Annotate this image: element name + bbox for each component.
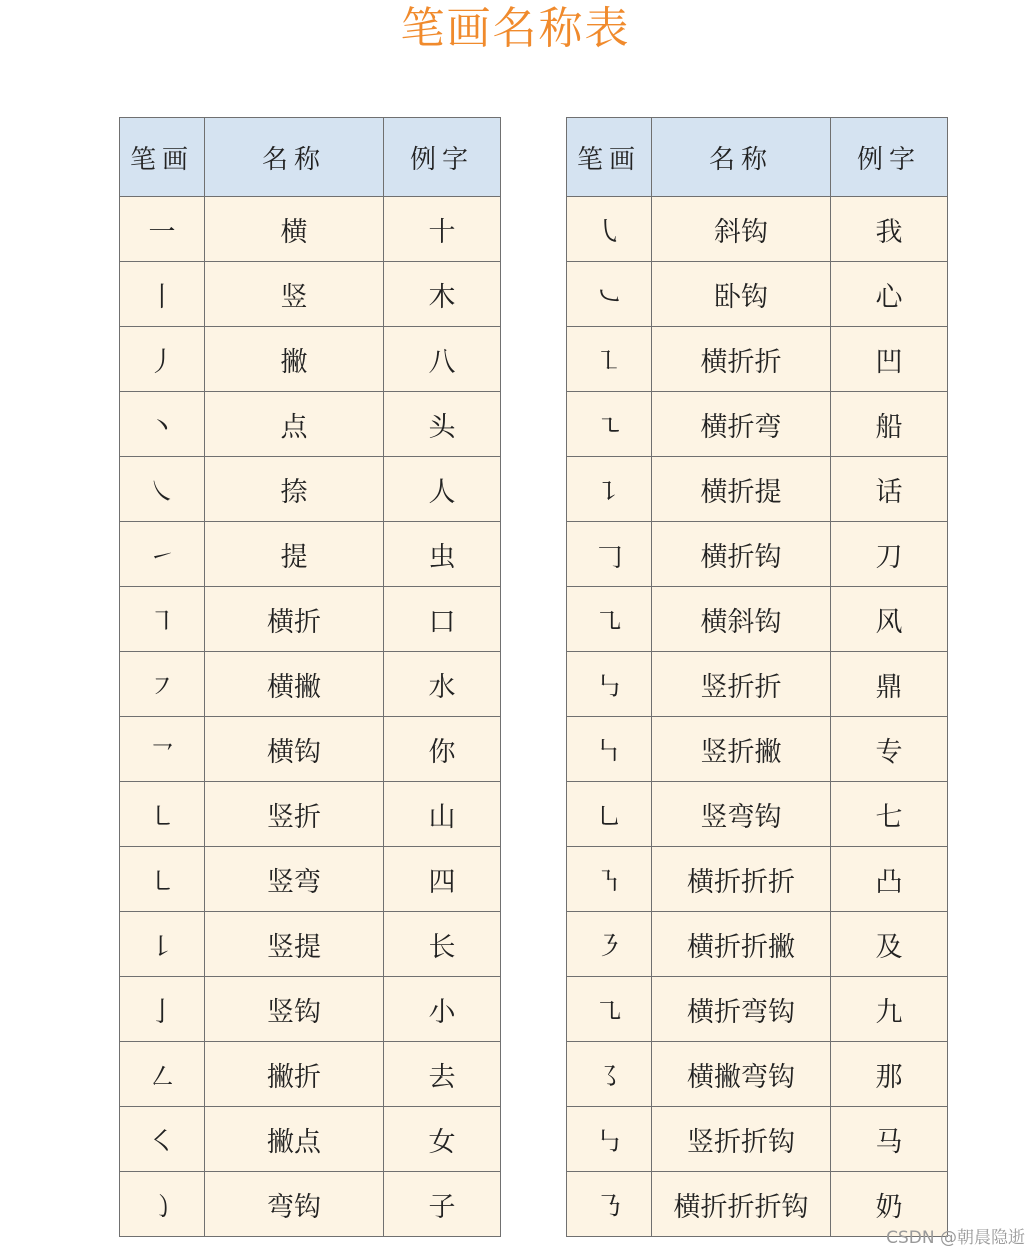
example-character: 九 — [831, 977, 948, 1042]
table-row — [567, 1042, 948, 1107]
example-character: 水 — [384, 652, 501, 717]
table-row — [567, 652, 948, 717]
example-character: 四 — [384, 847, 501, 912]
example-character: 虫 — [384, 522, 501, 587]
example-character: 心 — [831, 262, 948, 327]
table-row — [120, 392, 501, 457]
table-row — [120, 652, 501, 717]
example-character: 口 — [384, 587, 501, 652]
example-character: 风 — [831, 587, 948, 652]
stroke-glyph: ㇉ — [567, 1107, 652, 1172]
stroke-name: 弯钩 — [205, 1172, 384, 1237]
table-row — [567, 522, 948, 587]
stroke-name: 横折提 — [652, 457, 831, 522]
table-row — [567, 457, 948, 522]
table-row — [567, 912, 948, 977]
stroke-name: 点 — [205, 392, 384, 457]
example-character: 马 — [831, 1107, 948, 1172]
stroke-glyph: ㇄ — [120, 782, 205, 847]
stroke-glyph: 一 — [120, 197, 205, 262]
stroke-glyph: 𠃌 — [567, 522, 652, 587]
stroke-name: 竖折折钩 — [652, 1107, 831, 1172]
table-row — [567, 977, 948, 1042]
example-character: 刀 — [831, 522, 948, 587]
stroke-name: 竖钩 — [205, 977, 384, 1042]
stroke-name: 竖提 — [205, 912, 384, 977]
header-example: 例字 — [384, 118, 501, 197]
table-row — [120, 327, 501, 392]
table-row — [120, 587, 501, 652]
stroke-glyph: 丿 — [120, 327, 205, 392]
example-character: 那 — [831, 1042, 948, 1107]
table-row — [567, 197, 948, 262]
stroke-glyph: ㇎ — [567, 847, 652, 912]
example-character: 木 — [384, 262, 501, 327]
stroke-glyph: 丶 — [120, 392, 205, 457]
table-row — [120, 522, 501, 587]
stroke-glyph: ㇋ — [567, 912, 652, 977]
example-character: 山 — [384, 782, 501, 847]
stroke-name: 竖折 — [205, 782, 384, 847]
example-character: 子 — [384, 1172, 501, 1237]
stroke-name: 横钩 — [205, 717, 384, 782]
stroke-table-right — [566, 117, 948, 1237]
stroke-name: 横折弯 — [652, 392, 831, 457]
example-character: 八 — [384, 327, 501, 392]
stroke-name: 横折弯钩 — [652, 977, 831, 1042]
table-row — [120, 977, 501, 1042]
example-character: 话 — [831, 457, 948, 522]
stroke-table-left — [119, 117, 501, 1237]
table-row — [567, 327, 948, 392]
stroke-name: 撇点 — [205, 1107, 384, 1172]
table-row — [120, 782, 501, 847]
stroke-name: 横折钩 — [652, 522, 831, 587]
header-stroke: 笔画 — [120, 118, 205, 197]
stroke-name: 横撇 — [205, 652, 384, 717]
page-title: 笔画名称表 — [400, 3, 631, 54]
stroke-glyph: ㇁ — [120, 1172, 205, 1237]
stroke-glyph: ㇕ — [120, 587, 205, 652]
stroke-glyph: ㇈ — [567, 977, 652, 1042]
header-stroke: 笔画 — [567, 118, 652, 197]
stroke-name: 横斜钩 — [652, 587, 831, 652]
table-row — [567, 262, 948, 327]
stroke-glyph: ㇖ — [120, 717, 205, 782]
stroke-glyph: ㇂ — [567, 197, 652, 262]
table-row — [567, 392, 948, 457]
stroke-glyph: ㇙ — [120, 912, 205, 977]
table-row — [120, 197, 501, 262]
example-character: 去 — [384, 1042, 501, 1107]
stroke-name: 横折折折 — [652, 847, 831, 912]
example-character: 长 — [384, 912, 501, 977]
stroke-name: 横折折 — [652, 327, 831, 392]
stroke-glyph: ㇌ — [567, 1042, 652, 1107]
watermark: CSDN @朝晨隐逝 — [886, 1228, 1025, 1248]
example-character: 专 — [831, 717, 948, 782]
stroke-glyph: ㇉ — [567, 652, 652, 717]
stroke-name: 横 — [205, 197, 384, 262]
stroke-name: 撇 — [205, 327, 384, 392]
table-row — [120, 262, 501, 327]
stroke-glyph: ㇄ — [120, 847, 205, 912]
table-row — [567, 782, 948, 847]
table-row — [120, 847, 501, 912]
stroke-glyph: ㇏ — [120, 457, 205, 522]
table-row — [120, 457, 501, 522]
stroke-name: 横折折折钩 — [652, 1172, 831, 1237]
header-example: 例字 — [831, 118, 948, 197]
stroke-name: 横折 — [205, 587, 384, 652]
header-name: 名称 — [652, 118, 831, 197]
example-character: 及 — [831, 912, 948, 977]
table-row — [120, 717, 501, 782]
stroke-name: 横折折撇 — [652, 912, 831, 977]
stroke-glyph: ㇟ — [567, 782, 652, 847]
example-character: 七 — [831, 782, 948, 847]
stroke-name: 竖折折 — [652, 652, 831, 717]
stroke-glyph: ㇡ — [567, 1172, 652, 1237]
example-character: 鼎 — [831, 652, 948, 717]
example-character: 奶 — [831, 1172, 948, 1237]
stroke-glyph: ㇇ — [120, 652, 205, 717]
example-character: 头 — [384, 392, 501, 457]
stroke-name: 竖弯钩 — [652, 782, 831, 847]
stroke-name: 撇折 — [205, 1042, 384, 1107]
stroke-glyph: ㇅ — [567, 327, 652, 392]
example-character: 小 — [384, 977, 501, 1042]
table-row — [567, 1107, 948, 1172]
header-row — [567, 118, 948, 197]
header-name: 名称 — [205, 118, 384, 197]
stroke-name: 捺 — [205, 457, 384, 522]
example-character: 船 — [831, 392, 948, 457]
stroke-glyph: ㇀ — [120, 522, 205, 587]
table-row — [120, 1172, 501, 1237]
stroke-name: 竖折撇 — [652, 717, 831, 782]
stroke-glyph: ㇍ — [567, 392, 652, 457]
table-row — [120, 1107, 501, 1172]
stroke-name: 横撇弯钩 — [652, 1042, 831, 1107]
header-row — [120, 118, 501, 197]
stroke-glyph: ㇃ — [567, 262, 652, 327]
example-character: 凹 — [831, 327, 948, 392]
table-row — [567, 587, 948, 652]
stroke-glyph: ㇛ — [120, 1107, 205, 1172]
stroke-glyph: ㇈ — [567, 587, 652, 652]
example-character: 女 — [384, 1107, 501, 1172]
stroke-glyph: ㇊ — [567, 457, 652, 522]
stroke-glyph: ㇞ — [567, 717, 652, 782]
stroke-glyph: 丨 — [120, 262, 205, 327]
table-row — [567, 717, 948, 782]
example-character: 我 — [831, 197, 948, 262]
example-character: 你 — [384, 717, 501, 782]
stroke-glyph: ㇜ — [120, 1042, 205, 1107]
stroke-name: 竖弯 — [205, 847, 384, 912]
example-character: 人 — [384, 457, 501, 522]
table-row — [567, 847, 948, 912]
stroke-name: 斜钩 — [652, 197, 831, 262]
example-character: 十 — [384, 197, 501, 262]
stroke-name: 卧钩 — [652, 262, 831, 327]
stroke-glyph: 亅 — [120, 977, 205, 1042]
example-character: 凸 — [831, 847, 948, 912]
stroke-name: 提 — [205, 522, 384, 587]
table-row — [120, 1042, 501, 1107]
table-row — [120, 912, 501, 977]
stroke-name: 竖 — [205, 262, 384, 327]
